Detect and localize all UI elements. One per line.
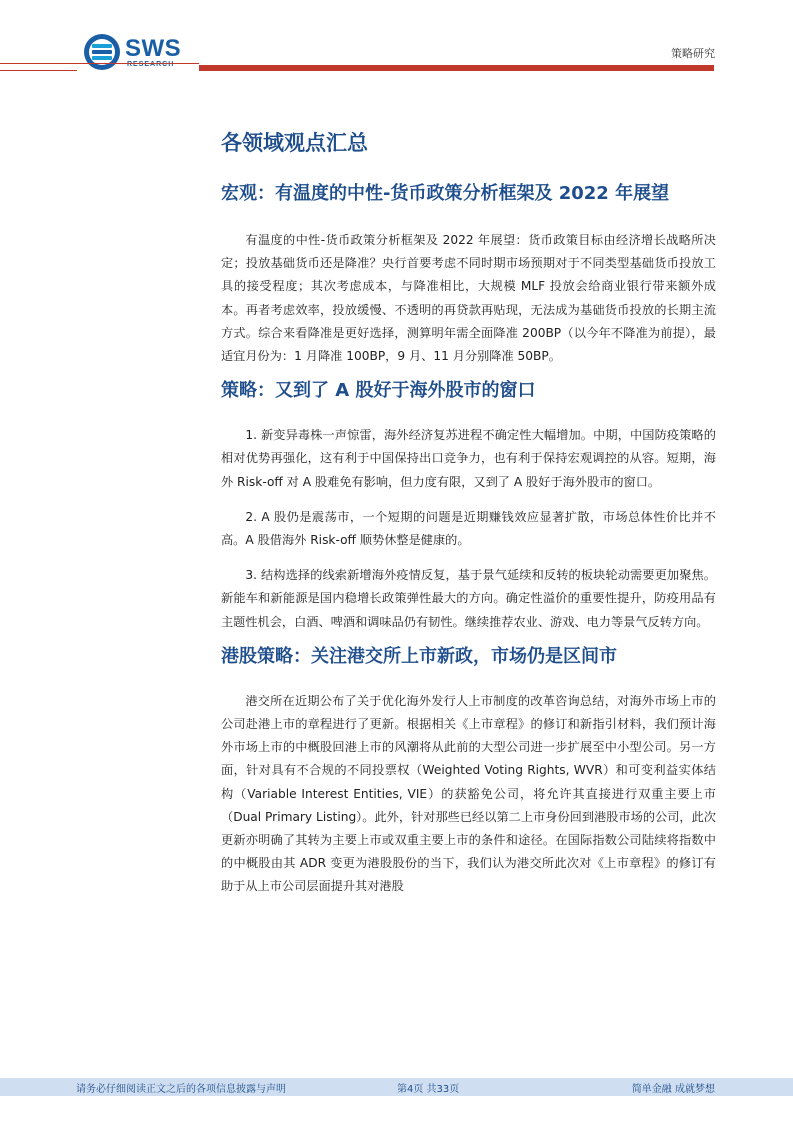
section-paragraph: 3. 结构选择的线索新增海外疫情反复，基于景气延续和反转的板块轮动需要更加聚焦。新能车和新能源是国内稳增长政策弹性最大的方向。确定性溢价的重要性提升，防疫用品有主题性机会，白酒、啤酒和调味品仍有韧性。继续推荐农业、游戏、电力等景气反转方向。	[221, 568, 716, 629]
header-rule	[0, 63, 199, 64]
section-paragraph: 港交所在近期公布了关于优化海外发行人上市制度的改革咨询总结，对海外市场上市的公司赴港上市的章程进行了更新。根据相关《上市章程》的修订和新指引材料，我们预计海外市场上市的中概股回港上市的风潮将从此前的大型公司进一步扩展至中小型公司。另一方面，针对具有不合规的不同投票权（Weighted Voting Rights, WVR）和可变利益实体结构（Variable Interest Entities, VIE）的获豁免公司，将允许其直接进行双重主要上市（Dual Primary Listing）。此外，针对那些已经以第二上市身份回到港股市场的公司，此次更新亦明确了其转为主要上市或双重主要上市的条件和途径。在国际指数公司陆续将指数中的中概股由其 ADR 变更为港股股份的当下，我们认为港交所此次对《上市章程》的修订有助于从上市公司层面提升其对港股	[221, 693, 716, 894]
section-paragraph: 1. 新变异毒株一声惊雷，海外经济复苏进程不确定性大幅增加。中期，中国防疫策略的相对优势再强化，这有利于中国保持出口竞争力，也有利于保持宏观调控的从容。短期，海外 Risk-off 对 A 股难免有影响，但力度有限，又到了 A 股好于海外股市的窗口。	[221, 428, 716, 489]
header-rule-short	[0, 70, 77, 71]
section-paragraph: 2. A 股仍是震荡市，一个短期的问题是近期赚钱效应显著扩散，市场总体性价比并不高。A 股借海外 Risk-off 顺势休整是健康的。	[221, 509, 716, 548]
page-title: 各领域观点汇总	[221, 131, 368, 155]
section-heading-strategy: 策略：又到了 A 股好于海外股市的窗口	[221, 380, 536, 402]
section-heading-macro: 宏观：有温度的中性-货币政策分析框架及 2022 年展望	[221, 183, 670, 204]
logo-subtext: RESEARCH	[127, 61, 175, 68]
main-content	[221, 125, 716, 899]
logo-text: SWS	[125, 35, 182, 62]
sws-logo	[83, 33, 193, 73]
footer-slogan: 简单金融 成就梦想	[631, 1084, 715, 1095]
footer-page-number: 第4页 共33页	[397, 1084, 460, 1095]
header-accent-bar	[199, 65, 714, 71]
report-category: 策略研究	[671, 47, 715, 60]
section-heading-hk-strategy: 港股策略：关注港交所上市新政，市场仍是区间市	[221, 645, 617, 667]
footer-disclaimer: 请务必仔细阅读正文之后的各项信息披露与声明	[76, 1084, 286, 1095]
sws-logo-mark-icon	[83, 33, 121, 71]
section-paragraph: 有温度的中性-货币政策分析框架及 2022 年展望：货币政策目标由经济增长战略所决定；投放基础货币还是降准？央行首要考虑不同时期市场预期对于不同类型基础货币投放工具的接受程度；其次考虑成本，与降准相比，大规模 MLF 投放会给商业银行带来额外成本。再者考虑效率，投放缓慢、不透明的再贷款再贴现，无法成为基础货币投放的长期主流方式。综合来看降准是更好选择，测算明年需全面降准 200BP（以今年不降准为前提），最适宜月份为：1 月降准 100BP，9 月、11 月分别降准 50BP。	[221, 233, 716, 364]
page-footer	[0, 1078, 793, 1096]
